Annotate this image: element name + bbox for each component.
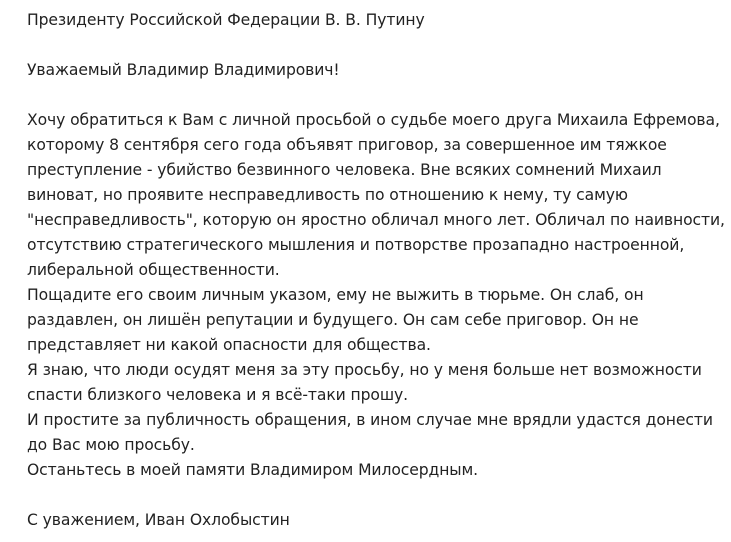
- body-line: Я знаю, что люди осудят меня за эту просьбу, но у меня больше нет возможности: [27, 361, 702, 379]
- signature: С уважением, Иван Охлобыстин: [27, 511, 290, 529]
- body-line: Пощадите его своим личным указом, ему не выжить в тюрьме. Он слаб, он: [27, 286, 644, 304]
- body-line: "несправедливость", которую он яростно обличал много лет. Обличал по наивности,: [27, 211, 725, 229]
- greeting: Уважаемый Владимир Владимирович!: [27, 61, 340, 79]
- body-line: преступление - убийство безвинного человека. Вне всяких сомнений Михаил: [27, 161, 662, 179]
- spacer: [27, 33, 727, 58]
- body-line: И простите за публичность обращения, в ином случае мне врядли удастся донести: [27, 411, 713, 429]
- body-line: либеральной общественности.: [27, 261, 280, 279]
- body-line: Хочу обратиться к Вам с личной просьбой о судьбе моего друга Михаила Ефремова,: [27, 111, 720, 129]
- spacer: [27, 483, 727, 508]
- body-line: спасти близкого человека и я всё-таки прошу.: [27, 386, 409, 404]
- spacer: [27, 83, 727, 108]
- body-line: которому 8 сентября сего года объявят приговор, за совершенное им тяжкое: [27, 136, 667, 154]
- body-line: отсутствию стратегического мышления и потворстве прозападно настроенной,: [27, 236, 685, 254]
- body-line: виноват, но проявите несправедливость по отношению к нему, ту самую: [27, 186, 628, 204]
- body-line: до Вас мою просьбу.: [27, 436, 195, 454]
- body-line: представляет ни какой опасности для общества.: [27, 336, 431, 354]
- letter: [27, 8, 727, 533]
- body-line: раздавлен, он лишён репутации и будущего. Он сам себе приговор. Он не: [27, 311, 639, 329]
- body-line: Останьтесь в моей памяти Владимиром Милосердным.: [27, 461, 479, 479]
- addressee: Президенту Российской Федерации В. В. Путину: [27, 11, 425, 29]
